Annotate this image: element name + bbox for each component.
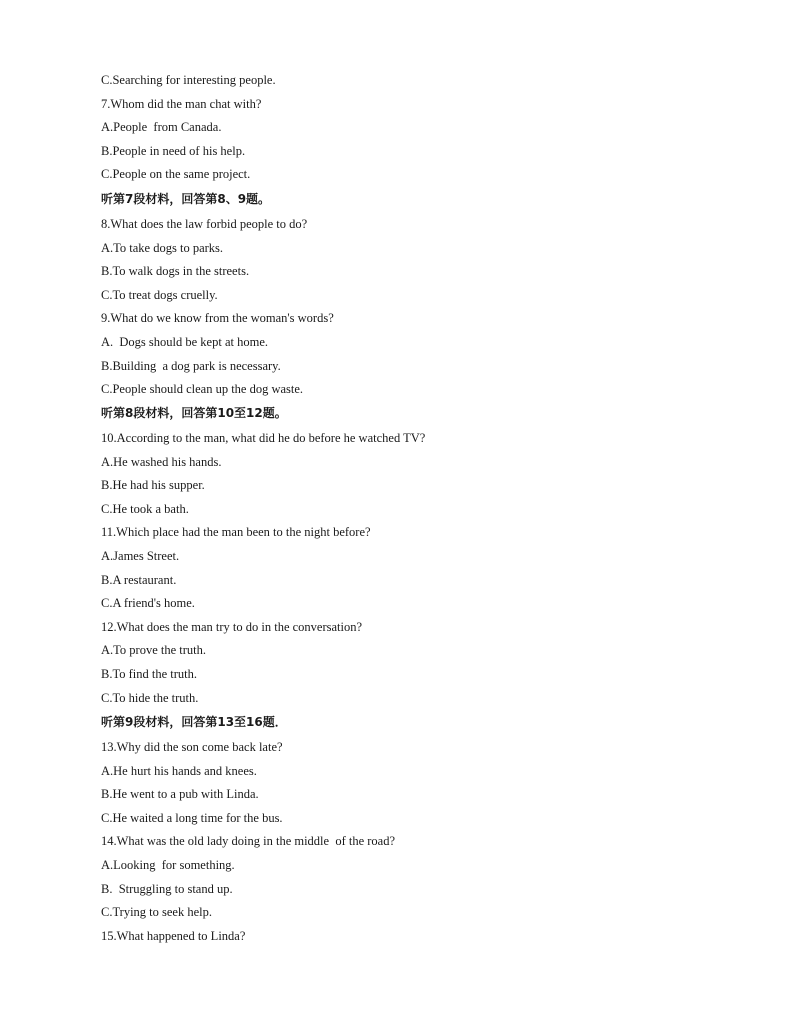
- option-line: B.He had his supper.: [101, 478, 205, 493]
- option-line: A.James Street.: [101, 549, 180, 563]
- option-line: B.To walk dogs in the streets.: [101, 264, 250, 279]
- option-line: C.A friend's home.: [101, 596, 195, 611]
- option-line: C.To hide the truth.: [101, 690, 199, 705]
- option-line: A.He hurt his hands and knees.: [101, 763, 257, 778]
- option-line: B.A restaurant.: [101, 572, 177, 587]
- option-line: C.People on the same project.: [101, 167, 251, 182]
- option-line: B. Struggling to stand up.: [101, 881, 233, 896]
- option-line: A.He washed his hands.: [101, 454, 222, 469]
- question-line: 15.What happened to Linda?: [101, 928, 246, 943]
- question-line: 12.What does the man try to do in the conversation?: [101, 619, 363, 634]
- option-line: A. Dogs should be kept at home.: [101, 335, 268, 349]
- question-line: 10.According to the man, what did he do before he watched TV?: [101, 431, 426, 445]
- option-line: A.People from Canada.: [101, 120, 222, 135]
- section-heading: 听第7段材料，回答第8、9题。: [101, 192, 271, 206]
- option-line: A.To prove the truth.: [101, 643, 207, 658]
- question-line: 9.What do we know from the woman's words?: [101, 311, 334, 326]
- section-heading: 听第8段材料，回答第10至12题。: [101, 406, 287, 420]
- option-line: C.To treat dogs cruelly.: [101, 287, 218, 302]
- question-line: 11.Which place had the man been to the night before?: [101, 525, 371, 540]
- option-line: B.Building a dog park is necessary.: [101, 358, 281, 373]
- option-line: C.He took a bath.: [101, 501, 189, 516]
- section-heading: 听第9段材料，回答第13至16题．: [101, 715, 287, 729]
- option-line: A.To take dogs to parks.: [101, 240, 224, 255]
- option-line: B.He went to a pub with Linda.: [101, 787, 259, 802]
- option-line: C.Trying to seek help.: [101, 905, 212, 920]
- question-line: 14.What was the old lady doing in the middle of the road?: [101, 834, 396, 849]
- question-line: 7.Whom did the man chat with?: [101, 96, 262, 111]
- option-line: C.People should clean up the dog waste.: [101, 382, 304, 397]
- question-line: 8.What does the law forbid people to do?: [101, 217, 308, 231]
- option-line: C.Searching for interesting people.: [101, 73, 276, 87]
- option-line: A.Looking for something.: [101, 858, 235, 872]
- option-line: C.He waited a long time for the bus.: [101, 810, 283, 825]
- question-line: 13.Why did the son come back late?: [101, 740, 283, 754]
- option-line: B.People in need of his help.: [101, 143, 246, 158]
- option-line: B.To find the truth.: [101, 667, 197, 681]
